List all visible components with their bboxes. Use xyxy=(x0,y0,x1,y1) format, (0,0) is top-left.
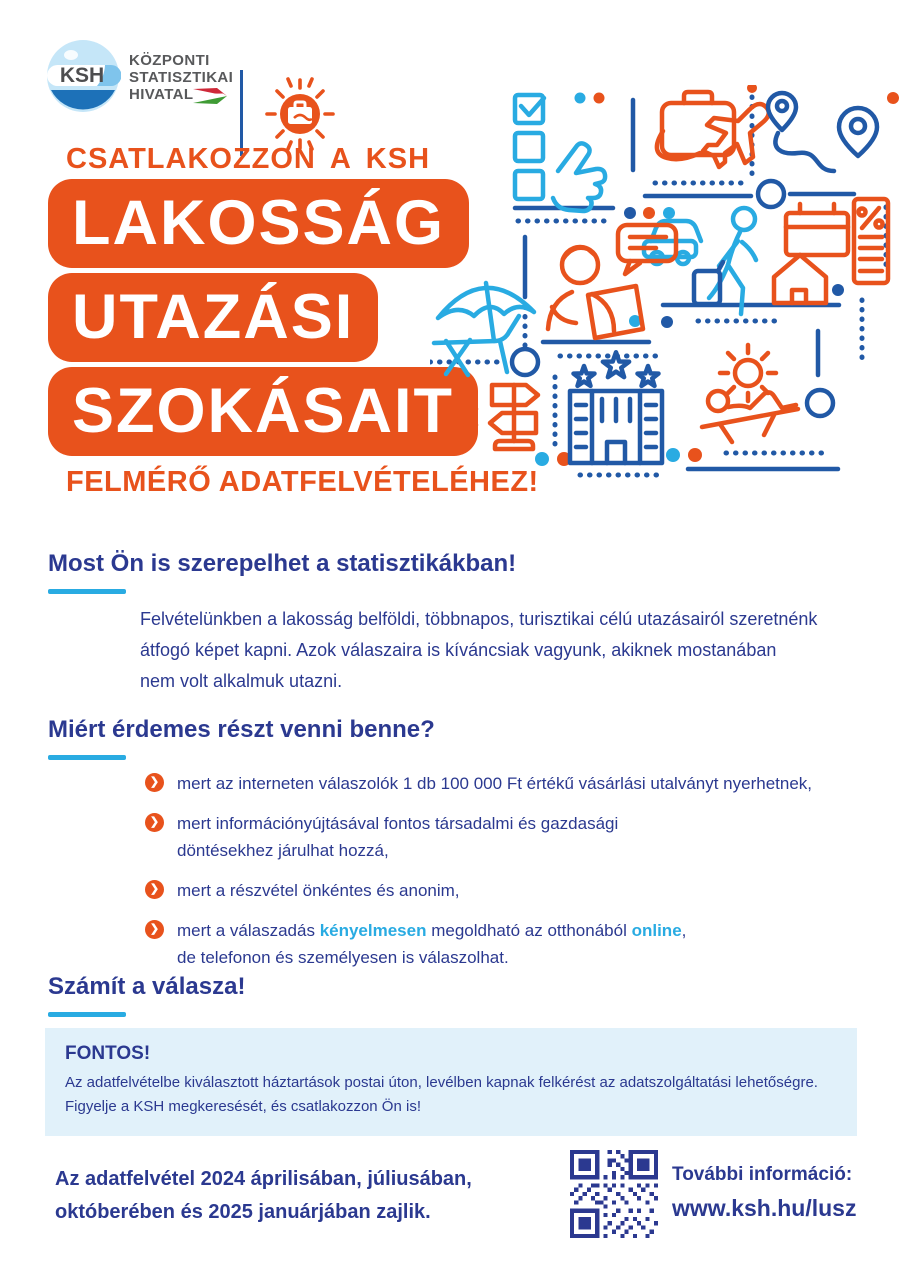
bullet-text: mert információnyújtásával fontos társadalmi és gazdasági xyxy=(177,814,619,833)
hero-title xyxy=(48,179,478,461)
title-line-utazasi: UTAZÁSI xyxy=(48,273,378,362)
intro-paragraph xyxy=(140,604,817,697)
chevron-bullet-icon: ❯ xyxy=(145,773,164,792)
org-name-line: KÖZPONTI xyxy=(129,52,210,69)
checklist-icon xyxy=(515,95,544,199)
important-line: Az adatfelvételbe kiválasztott háztartások postai úton, levélben kapnak felkérést az adatszolgáltatási lehetőségre. xyxy=(65,1074,818,1091)
highlight-online: online xyxy=(631,921,682,940)
title-line-lakossag: LAKOSSÁG xyxy=(48,179,469,268)
org-name-line: STATISZTIKAI xyxy=(129,69,234,86)
more-info-url[interactable]: www.ksh.hu/lusz xyxy=(672,1195,857,1221)
bullet-item xyxy=(145,917,812,971)
bullet-text: mert az interneten válaszolók 1 db 100 000 Ft értékű vásárlási utalványt nyerhetnek, xyxy=(177,774,813,793)
schedule-line: Az adatfelvétel 2024 áprilisában, júliusában, xyxy=(55,1168,472,1190)
counts-heading-rule xyxy=(48,1012,126,1017)
qr-code xyxy=(570,1150,658,1238)
title-line-szokasait: SZOKÁSAIT xyxy=(48,367,478,456)
intro-heading: Most Ön is szerepelhet a statisztikákban! xyxy=(48,550,517,577)
ksh-logo-icon xyxy=(45,38,121,114)
pointing-hand-icon xyxy=(553,143,605,211)
bullet-text: mert a részvétel önkéntes és anonim, xyxy=(177,881,460,900)
chevron-bullet-icon: ❯ xyxy=(145,920,164,939)
more-info-label: További információ: xyxy=(672,1164,853,1185)
intro-line: nem volt alkalmuk utazni. xyxy=(140,671,343,691)
intro-line: átfogó képet kapni. Azok válaszaira is kíváncsiak vagyunk, akiknek mostanában xyxy=(140,640,777,660)
calendar-discount-icon xyxy=(774,199,888,303)
chevron-bullet-icon: ❯ xyxy=(145,880,164,899)
hotel-icon xyxy=(570,352,662,463)
why-heading: Miért érdemes részt venni benne? xyxy=(48,716,435,743)
intro-heading-rule xyxy=(48,589,126,594)
counts-heading: Számít a válasza! xyxy=(48,973,246,1000)
more-info xyxy=(672,1164,856,1222)
bullet-item xyxy=(145,770,812,797)
why-bullet-list xyxy=(145,770,812,984)
hero-kicker: CSATLAKOZZON A KSH xyxy=(66,143,431,175)
ksh-logo-acronym: KSH xyxy=(59,64,105,87)
important-line: Figyelje a KSH megkeresését, és csatlakozzon Ön is! xyxy=(65,1098,421,1115)
schedule-text xyxy=(55,1163,472,1229)
survey-sun-icon xyxy=(263,76,337,152)
why-heading-rule xyxy=(48,755,126,760)
bullet-item xyxy=(145,877,812,904)
sunbather-icon xyxy=(702,345,798,442)
org-name-line: HIVATAL xyxy=(129,86,194,103)
bullet-text: döntésekhez járulhat hozzá, xyxy=(177,841,389,860)
hungarian-flag-icon xyxy=(193,88,227,104)
bullet-text: mert a válaszadás kényelmesen megoldható az otthonából online, xyxy=(177,921,687,940)
schedule-line: októberében és 2025 januárjában zajlik. xyxy=(55,1201,431,1223)
intro-line: Felvételünkben a lakosság belföldi, többnapos, turisztikai célú utazásairól szeretnénk xyxy=(140,609,818,629)
bullet-text: de telefonon és személyesen is válaszolhat. xyxy=(177,948,509,967)
travel-illustration xyxy=(430,85,900,520)
important-title: FONTOS! xyxy=(65,1043,151,1064)
bullet-item xyxy=(145,810,812,864)
hero-subtitle: FELMÉRŐ ADATFELVÉTELÉHEZ! xyxy=(66,466,539,498)
traveler-icon xyxy=(694,208,756,314)
map-route-icon xyxy=(768,93,877,171)
highlight-kenyelmesen: kényelmesen xyxy=(319,921,427,940)
luggage-plane-icon xyxy=(657,92,769,167)
signpost-icon xyxy=(490,385,538,449)
chevron-bullet-icon: ❯ xyxy=(145,813,164,832)
important-box xyxy=(45,1028,857,1136)
